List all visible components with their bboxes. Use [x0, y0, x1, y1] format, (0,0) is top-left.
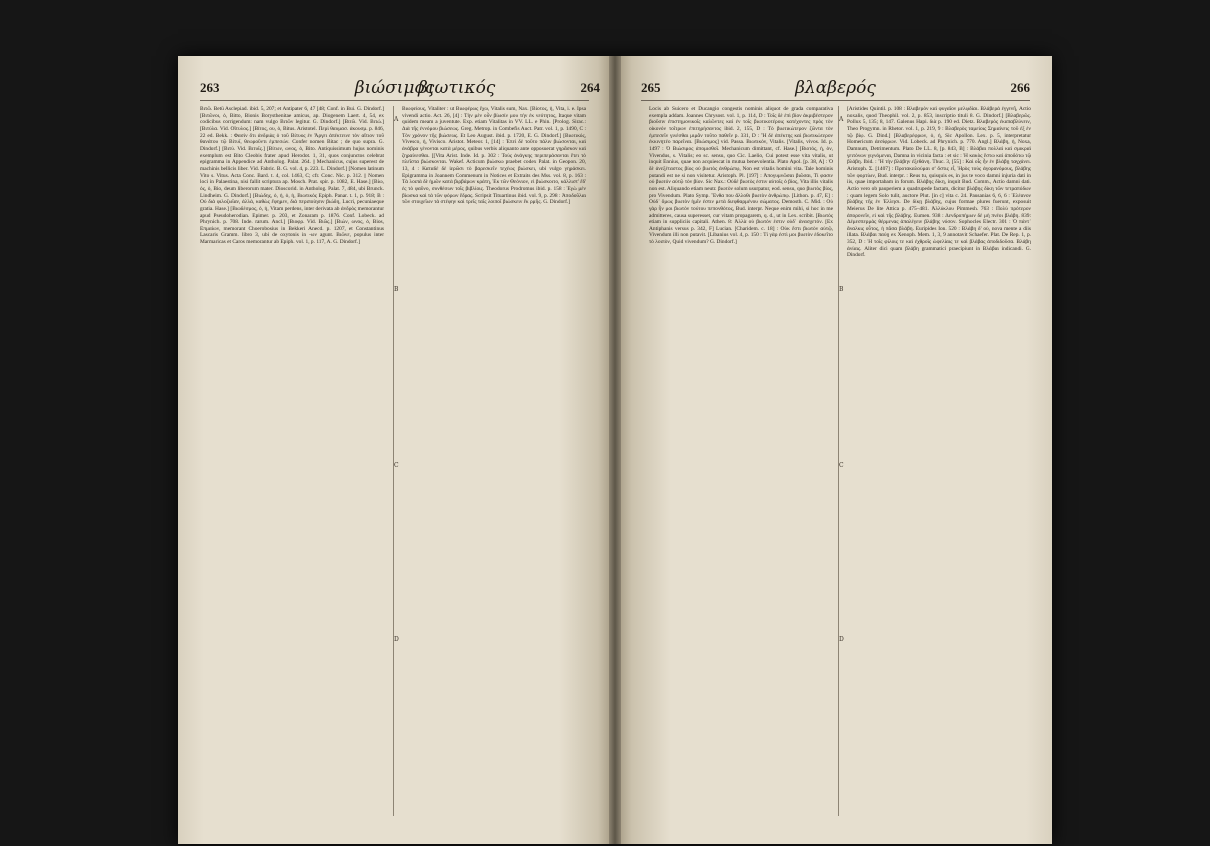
head-rule [641, 100, 1030, 101]
right-column-1 [649, 106, 833, 818]
entry-text: [Aristides Quintil. p. 108 : Βλαβερὸν καὶ φυγαῖον μελῳδίαι. Βλάβερά ἐγγενῆ, Actio noxalis, quod Theophil. vol. 2, p. 853, inscriptio tituli 8. G. Dindorf.] [Βλαβερῶς. Pollux 5, 135; 8, 147. Galenus Hapi. διὰ p. 190 ed. Dietz. Βλαβερὸς ἐκαπαβλύνειν, Theo Progymn. in Rhetor. vol. 1, p. 219, 9 : Βλαβερὸς ταμείοις Σημαίνεις τοῦ ἐξ ἐν τῷ βίῳ. G. Dind.] [Βλαβερέφρων, ὁ, ἡ, Sic Apollon. Lex. p. 5, interpretatur Homericum ἀεσίφρων. Vid. Lobeck. ad Phrynich. p. 770. Angl.] Βλάβη, ἡ, Noxa, Damnum, Detrimentum. Plato De LL. 8, [p. 843, B] : Βλάβαι πολλαὶ καὶ σμικραὶ γειτόνων γιγνόμεναι, Damna in vicinia facta : et sic : Ἡ κακὸς ἔστω καὶ ἀποδότω τῷ βλάβη. Ibid. : Ἢ τὴν βλάβην ἐξεθάνη. Thuc. 3, [55] : Καὶ οἷς ἦν ἐν βλάβῃ ταγχάνει. Aristoph. Σ. [1407] : Προτακαλούμαι σ' ὅστις εἶ, Ἡρὸς τοὺς ἀγορανόμους, βλάβης τῶν φορτίων, Bud. interpr. : Reus tu, quisquis es, in jus te voco damni injuria dati in iis, quae importabam in forum. Βλάβης δίκη, inquit Bud. Comm., Actio damni dati. Actio vero ob pauperiem a quadrupede factam, dicitur βλάβης δίκη τῶν τετραπόδων : quam legem Solo tulit, auctore Plut. [in c] vita c. 24. Pausanias 6, 6, 6 : Ἐλέανον βλάβης τῆς ἐν Ἑλλησι. De δίκῃ βλάβης, cujus formae plures fuerunt, exposuit Meierus De lite Attica p. 475–481. Ἀλλύκλου Pimmesh. 763 : Πολὺ πρότερον ἀπορονεῖν, εἰ καὶ τῆς βλάβης. Eumen. 938 : Δενδροπήμων δὲ μὴ πνέοι βλάβη. 839: Δέμεσπερμὰς θέρμενας ἀπαλέγειν βλάβης νόσον. Sophocles Electr. 301 : Ὁ πάντ᾽ ἄναλκις οὗτος, ἡ πᾶσα βλάβη. Euripides Ion. 520 : Βλάβη δ' οὐ, nova mente a diis illata. Βλάβαι παύῃ ex Xenoph. Mem. 1, 3, 9 annotavit Schaefer. Plat. De Rep. 1, p. 352, D : Ἡ τοῖς φίλοις τε καὶ ἐχθροῖς ὠφελίαις τε καὶ βλάβας ἀποδιδοῦσα. Βλάβη ἀνίαις. Aliter dici quam βλάβη grammatici praecipiunt in Βλάβαι indicandi. G. Dindorf. [847, 106, 1031, 259]
right-page [619, 56, 1052, 844]
page-number-265: 265 [641, 80, 661, 95]
left-page [178, 56, 611, 844]
page-number-266: 266 [1010, 80, 1030, 95]
left-column-1 [200, 106, 384, 818]
page-number-264: 264 [580, 80, 600, 95]
headword-left-2: βιωτικός [418, 78, 496, 98]
right-running-head [641, 78, 1030, 100]
left-column-2 [402, 106, 586, 818]
page-number-263: 263 [200, 80, 220, 95]
left-page-right-head [418, 78, 608, 100]
entry-text: Βιωφείους, Vitaliter : ut Βιωφέρως ἔχω, Vitalis sum, Nax. [Βίοτος, ἡ, Vita, i. e. Ipsa vivendi actio. Act. 26, [4] : Τὴν μὲν οὖν βίωσίν μου τὴν ἐκ νεότητος, Itaque vitam quidem meam a juventute. Exp. etiam Vitalitas in VV. LL. e Phin. [Prolog. Sirac.: Διὰ τῆς ἐννόμου βιώσεως. Greg. Metrop. in Combefis Auct. Patr. vol. 1, p. 1490, C : Τὸν χρόνον τῆς βιώσεως. Et Leo August. ibid. p. 1720, E. G. Dindorf.] [Βιωτικός, Vivesco, ἡ, Vivisco. Aristot. Meteor. 1, [14] : Ἐπεὶ δὲ τοῦτο πάλιν βιώσονται, καὶ ἀνάβρα γένονται κατὰ μέρος, quibus verbis aliquanto ante opposuerat γηρᾶσκον καὶ ζηραίνεσθαι. [[Vita Arist. Inde. Id. p. 302 : Τοὺς ἀνάγκης περιπεράσανται ἔτει τὸ πλεῖστα βιώσκονται. Wakef. Acticum βιώσκω praebet codex Palat. in Geopon. 20, 13, 4 : Καταδὲ δὲ ἱερῶσι τὸ βαρεσκεῖν τεχέως βιώσκει, ubi vulgo γηράσκει. Epigramma in Joannem Commenum in Notices et Extraits des Mss. vol. 8, p. 163 : Τὰ λοιπὰ δὲ ἡμῶν κατὰ βιρβάρων κράτη, Ἐκ τῶν Θεόνιον, εἰ βιώσκοιτο, κάλλιστ' ἔδ' ἐς τὸ φαῦνο, συνθέσων τοῖς βιβλίοις. Theodorus Prodromus ibid. p. 158 : Ἐγὼ μὲν βίωσκα καὶ τὰ τῶν φόρων ἔδρας. Scripsit Tituartinus ibid. vol. 9, p. 298 : Ἀποδοῦλαι τῶν στοιχεῖων τὰ στέφην καὶ τρεῖς ταῖς λοιποῖ βιώσκειν ἔκ ρμῆς. G. Dindorf.] [402, 106, 586, 206]
headword-left: βιώσιμος [354, 78, 435, 98]
open-book [178, 56, 1052, 844]
headword-right: βλαβερός [795, 78, 876, 98]
margin-letters: A B C D [839, 116, 844, 643]
margin-letters: A B C D [394, 116, 399, 643]
right-column-2 [847, 106, 1031, 818]
head-rule [200, 100, 589, 101]
entry-text: Βιτῶ. Betü Asclepiad. ibid. 5, 207; et Antipater 6, 47 [48; Conf. in Bui. G. Dindorf.] [Βιτῶνοι, ὁ, Bitto, Bionis Borysthenitae amicus, ap. Diogenem Laert. 4, 54, ex codicibus corrigendum: nam vulgo Βιτῶν legitur. G. Dindorf.] [Βιτῶ. Vid. Βιτώ.] [Βιτύλα. Vid. Οἴτυλος.] [Βίτος, ου, ὁ, Bitus. Aristotel. Περὶ θαυμασ. ἀκουσμ. p. 846, 22 ed. Bekk. : Φασὶν ὅτι ἀνδριὰς ὁ τοῦ Βίτυος ἐν Ἄργει ἀπέκτεινε τὸν αἴτιον τοῦ θανάτου τῷ Βίτυϊ, θεωροῦντι ἐμπεσών. Confer nomen Bitac ; de quo supra. G. Dindorf.] [Βιτύ. Vid. Βιτυΐς.] [Βίτων, ωνος, ὁ, Bito. Antiquissimum hujus nominis exemplum est Bito Cleobis frater apud Herodot. 1, 31, quos conjunctos celebrat epigramma in Appendice ad Antholog. Palat. 264. || Mechanicus, cujus superest de machinis bellicis liber. Vid. Fabric. B. G. vol. 4, p. 223. L. Dindorf.] [Nomen latinum Vito s. Vitus. Acta Conc. Bard. t. 4, col. 1463, C; cfr. Conc. Nic. p. 312. || Nomen loci in Palaestina, nisi fallit scriptura ap. Mosch. Prat. spir. p. 1082, E. Hase.] [Βίω, ὁς, ὁ, Bio, deum liberorum mater. Dioscorid. in Antholog. Palat. 7, 484, ubi Brunck. Lindheim. G. Dindorf.] [Βιώδης, ὁ, ἡ, ὁ, ἡ, Βιωτικός Epiph. Panar. t. 1, p. 918; B : Οὐ διὰ φιλοζωΐαν, ἀλλὰ, καθὼς ἔφημεν, διὰ περιποίησιν βιώδη, Lucri, pecuniaeque gratia. Hase.] [Βιωδέσμος, ὁ, ἡ, Vitam perdens, inter derivata ab ἀνδρὸς memorantur apud Pseudoherodian. Epimer. p. 203, et Zonaram p. 1876. Conf. Lobeck. ad Phrynich. p. 708. Inde. rarum. Ancl.] [Βιοφρ. Vid. Βιῶς.] [Βιών, ωνος, ὁ, Bios, Επμαίων, memorant Choerobosius in Bekkeri Anecd. p. 1207, et Constantinus Lascaris Gramm. libro 3, ubi de oxytonis in -ων agunt. Βιῶνε, populus inter Marmaricas et Caros memorantur ab Epiph. vol. 1, p. 117, A. G. Dindorf.] [200, 106, 384, 246]
entry-text: Locis ab Suicero et Ducangio congestis nominis aliquot de grada comparativa exempla addam. Joannes Chrysost. vol. 1, p. 114, D : Τοῖς δὲ ἐπὶ βίον ἀκριβέστερον βιοῦσιν ἐπιστημονικοῖς καλῶντες καὶ ἐν τοῖς βιωτικοτέροις κατέχοντες πρὸς τὸν οἰκονόν τοῖτρων ἐπιτηρήσαντος ibid. 2, 155, D : Τὸ βιωτικώτερον ζῶντα τὸν ἐμπεσεῖν γινέσθαι μιμᾶν τοῦτο παθεῖν p. 331, D : Ἢ δὲ ἀπέκτης καὶ βιωτικώτερον ἐκκινητέο παρεῖναι. [Βιώσιμος] vid. Passa. Βιωτικόν, Vitalis. [Vitalis, vivos. Id. p. 1497 : Ὁ Βιώσιμος ἀπομισθοῖ. Mechanicum dimittant, cf. Hase.] [Βιοτός, ἡ, ὁν, Vivendus, s. Vitalis; eo sc. sensu, quo Cic. Laelio, Cui potest esse vita vitalis, ut inquit Ennius, quae non acquiescat in mutua benevolentia. Plato Apol. [p. 38, A] : Ὁ δὲ ἀνεξέταστος βίος οὐ βιωτὸς ἀνθρώπῳ, Non est vitalis homini vita. Tale hominis putandi est ne si non visitetur. Aristoph. Pl. [197] : Ἀπογυμνῶσαι βιῶσαι, Τί φασιν οὐ βιωτόν αὐτῷ τὸν βίον. Sic Nax.: Οὐδὲ βιωτὸς ἐστιν αὐτοῖς ὁ βίος, Vita illis vitalis non est. Aliquando etiam neutr. βιωτὸν solum usurpatur, eod. sensu, quo βιωτὸς βίος, pro Vivendum. Plato Symp. Ἔνθα που ἄλλοθι βιωτὸν ἀνθρώπῳ. [Lithon. p. 47, E] : Οὐδ᾽ ὅμως βιωτὸν ἡμῖν ἐστιν μετὰ διεφθαρμένου σώματος. Demosth. C. Mid. : Οὐ γὰρ ἦν μοι βιωτὸν τούτου πεπονθότος, Bud. interpr. Neque enim mihi, si hoc in me admitteres, causa superesset, cur vitam propagarem, q. d., ut in Lex. scribit. [Βιωτὸς etiam in suppliciis capitali. Athen. 8: Ἀλλὰ οὐ βιωτόν ἐστιν οὐδ᾽ ἀνασχετόν. [Ex Antiphanis versus p. 342, F] Lucian. [Charidem. c. 18] : Οὐκ ἔστι βιωτὸν αὐτῷ, Vivendum illi non putavit. [Libanius vol. 4, p. 150 : Τί γὰρ ἐστὶ μοι βιωτὸν ἐδοκεῖτο τὸ λοιπὸν, Quid vivendum? G. Dindorf.] [649, 106, 833, 246]
book-gutter [609, 56, 621, 844]
